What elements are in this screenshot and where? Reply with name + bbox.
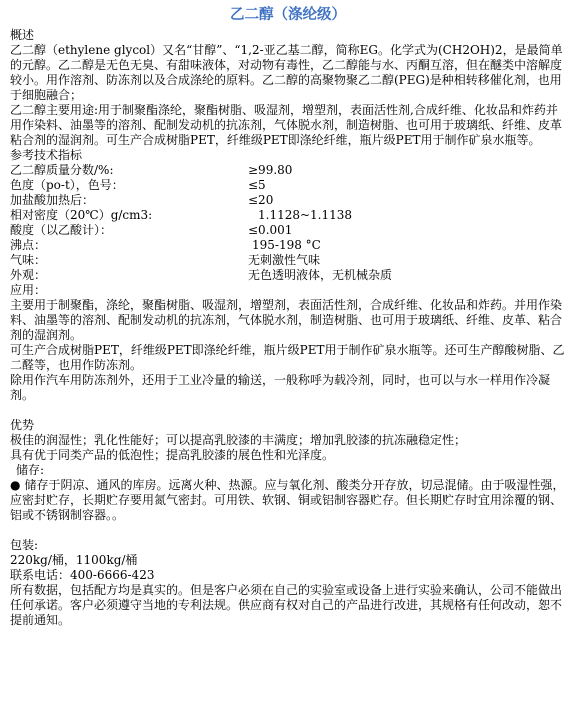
- spec-value: 无刺激性气味: [248, 253, 321, 267]
- spacer: [10, 403, 566, 418]
- advantages-paragraph: 具有优于同类产品的低泡性；提高乳胶漆的展色性和光泽度。: [10, 448, 335, 462]
- spec-row: [10, 238, 566, 253]
- spec-value: ≤0.001: [248, 223, 293, 237]
- spec-value: 无色透明液体，无机械杂质: [248, 268, 393, 282]
- spec-value: ≤20: [248, 193, 274, 207]
- application-paragraph: 主要用于制聚酯，涤纶，聚酯树脂、吸湿剂，增塑剂，表面活性剂，合成纤维、化妆品和炸药。并用作染料、油墨等的溶剂、配制发动机的抗冻剂，气体脱水剂，制造树脂、也可用于玻璃纸、纤维、皮革、粘合剂的湿润剂。: [10, 298, 563, 342]
- storage-paragraph: [10, 478, 566, 523]
- spacer: [10, 523, 566, 538]
- spec-row: [10, 208, 566, 223]
- overview-heading: 概述: [10, 28, 35, 42]
- application-paragraph: 可生产合成树脂PET，纤维级PET即涤纶纤维，瓶片级PET用于制作矿泉水瓶等。还可生产醇酸树脂、乙二醛等，也用作防冻剂。: [10, 343, 565, 372]
- specs-heading: 参考技术指标: [10, 148, 83, 162]
- uses-paragraph: 乙二醇主要用途:用于制聚酯涤纶，聚酯树脂、吸湿剂，增塑剂，表面活性剂,合成纤维、化妆品和炸药并用作染料、油墨等的溶剂、配制发动机的抗冻剂，气体脱水剂，制造树脂、也可用于玻璃纸、纤维、皮革粘合剂的湿润剂。可生产合成树脂PET，纤维级PET即涤纶纤维，瓶片级PET用于制作矿泉水瓶等。: [10, 103, 563, 147]
- storage-section: [10, 463, 566, 523]
- spec-row: [10, 268, 566, 283]
- application-heading: 应用：: [10, 283, 47, 297]
- advantages-paragraph: 极佳的润湿性；乳化性能好；可以提高乳胶漆的丰满度；增加乳胶漆的抗冻融稳定性；: [10, 433, 467, 447]
- application-paragraph: 除用作汽车用防冻剂外，还用于工业冷量的输送，一般称呼为载冷剂，同时，也可以与水一样用作冷凝剂。: [10, 373, 551, 402]
- packaging-section: [10, 538, 566, 583]
- specs-section: [10, 148, 566, 283]
- spec-row: [10, 178, 566, 193]
- spec-row: [10, 223, 566, 238]
- spec-label: 沸点：: [10, 238, 47, 252]
- packaging-heading: 包装:: [10, 538, 39, 552]
- packaging-sizes: 220kg/桶，1100kg/桶: [10, 553, 138, 567]
- spec-label: 色度（po-t），色号：: [10, 178, 124, 192]
- advantages-section: [10, 418, 566, 463]
- spec-label: 酸度（以乙酸计）：: [10, 223, 113, 237]
- contact-phone: 联系电话：400-6666-423: [10, 568, 155, 582]
- spec-row: [10, 163, 566, 178]
- document-title: 乙二醇（涤纶级）: [230, 6, 346, 23]
- spec-label: 相对密度（20℃）g/cm3:: [10, 208, 153, 222]
- advantages-heading: 优势: [10, 418, 35, 432]
- spec-value: 195-198 °C: [252, 238, 321, 252]
- spec-value: 1.1128~1.1138: [258, 208, 353, 222]
- spec-label: 乙二醇质量分数/%:: [10, 163, 114, 177]
- spec-value: ≤5: [248, 178, 266, 192]
- spec-label: 外观：: [10, 268, 47, 282]
- spec-row: [10, 193, 566, 208]
- spec-value: ≥99.80: [248, 163, 293, 177]
- spec-row: [10, 253, 566, 268]
- spec-label: 加盐酸加热后：: [10, 193, 95, 207]
- application-section: [10, 283, 566, 403]
- storage-text: 储存于阴凉、通风的库房。远离火种、热源。应与氧化剂、酸类分开存放，切忌混储。由于吸湿性强，应密封贮存，长期贮存要用氮气密封。可用铁、软钢、铜或铝制容器贮存。但长期贮存时宜用涂覆的钢、铝或不锈钢制容器。。: [10, 478, 565, 522]
- spec-label: 气味：: [10, 253, 47, 267]
- bullet-icon: ●: [10, 478, 21, 492]
- storage-heading: 储存:: [16, 463, 45, 477]
- overview-section: [10, 28, 566, 148]
- overview-paragraph: 乙二醇（ethylene glycol）又名“甘醇”、“1,2-亚乙基二醇，简称EG。化学式为(CH2OH)2，是最简单的元醇。乙二醇是无色无臭、有甜味液体，对动物有毒性，乙二醇能与水、丙酮互溶，但在醚类中溶解度较小。用作溶剂、防冻剂以及合成涤纶的原料。乙二醇的高聚物聚乙二醇(PEG)是种相转移催化剂，也用于细胞融合；: [10, 43, 563, 102]
- disclaimer: 所有数据，包括配方均是真实的。但是客户必须在自己的实验室或设备上进行实验来确认，公司不能做出任何承诺。客户必须遵守当地的专利法规。供应商有权对自己的产品进行改进，其规格有任何改动，恕不提前通知。: [10, 583, 563, 627]
